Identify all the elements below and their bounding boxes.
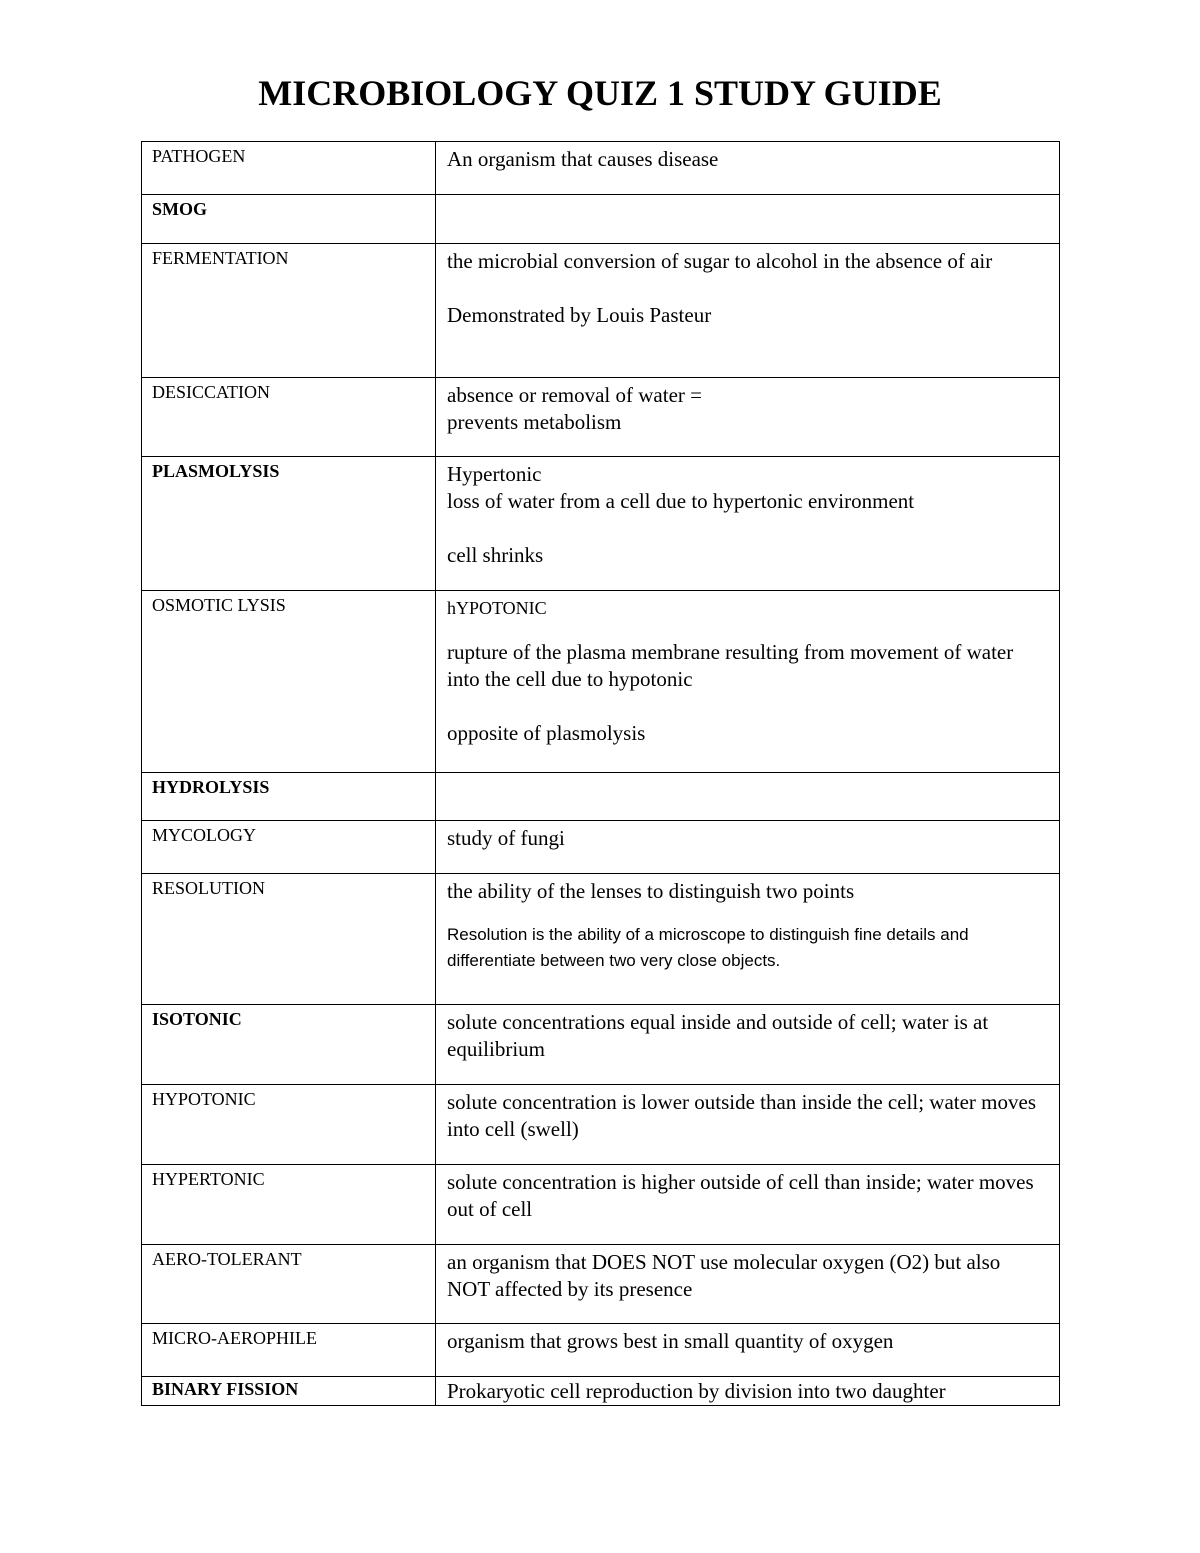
definition-osmotic-lysis	[436, 591, 1060, 773]
definition-desiccation	[436, 378, 1060, 457]
term-desiccation: DESICCATION	[142, 378, 436, 457]
term-fermentation: FERMENTATION	[142, 244, 436, 378]
definition-line: absence or removal of water =	[447, 383, 702, 407]
table-row	[142, 591, 1060, 773]
term-isotonic: ISOTONIC	[142, 1005, 436, 1085]
table-row	[142, 1165, 1060, 1245]
term-hydrolysis: HYDROLYSIS	[142, 773, 436, 821]
definition-hydrolysis	[436, 773, 1060, 821]
table-row	[142, 874, 1060, 1005]
definition-plasmolysis	[436, 457, 1060, 591]
page-title: MICROBIOLOGY QUIZ 1 STUDY GUIDE	[258, 73, 942, 113]
definition-line: an organism that DOES NOT use molecular oxygen (O2) but also NOT affected by its presence	[447, 1250, 1001, 1301]
term-micro-aerophile: MICRO-AEROPHILE	[142, 1324, 436, 1377]
table-row	[142, 378, 1060, 457]
definition-line: An organism that causes disease	[447, 147, 719, 171]
definition-line: loss of water from a cell due to hypertonic environment	[447, 489, 915, 513]
term-mycology: MYCOLOGY	[142, 821, 436, 874]
definition-isotonic	[436, 1005, 1060, 1085]
definition-line: prevents metabolism	[447, 410, 622, 434]
table-row	[142, 142, 1060, 195]
term-aero-tolerant: AERO-TOLERANT	[142, 1245, 436, 1324]
definition-line: cell shrinks	[447, 543, 544, 567]
table-row	[142, 821, 1060, 874]
definition-line: Prokaryotic cell reproduction by division into two daughter	[447, 1379, 946, 1403]
term-binary-fission: BINARY FISSION	[142, 1377, 436, 1406]
definition-line: rupture of the plasma membrane resulting from movement of water into the cell due to hypotonic	[447, 640, 1014, 691]
term-pathogen: PATHOGEN	[142, 142, 436, 195]
definition-mycology	[436, 821, 1060, 874]
definition-binary-fission	[436, 1377, 1060, 1406]
definition-pathogen	[436, 142, 1060, 195]
definition-line: Hypertonic	[447, 462, 542, 486]
definition-line: solute concentration is lower outside than inside the cell; water moves into cell (swell)	[447, 1090, 1037, 1141]
table-row	[142, 1085, 1060, 1165]
glossary-table	[141, 141, 1060, 1406]
definition-line: organism that grows best in small quantity of oxygen	[447, 1329, 894, 1353]
term-resolution: RESOLUTION	[142, 874, 436, 1005]
definition-smog	[436, 195, 1060, 244]
definition-micro-aerophile	[436, 1324, 1060, 1377]
table-row	[142, 244, 1060, 378]
definition-line: solute concentration is higher outside of cell than inside; water moves out of cell	[447, 1170, 1034, 1221]
table-row	[142, 1377, 1060, 1406]
definition-hypertonic	[436, 1165, 1060, 1245]
table-row	[142, 1245, 1060, 1324]
term-osmotic-lysis: OSMOTIC LYSIS	[142, 591, 436, 773]
definition-fermentation	[436, 244, 1060, 378]
definition-resolution	[436, 874, 1060, 1005]
term-smog: SMOG	[142, 195, 436, 244]
definition-line: the ability of the lenses to distinguish two points	[447, 879, 855, 903]
table-row	[142, 457, 1060, 591]
table-row	[142, 1324, 1060, 1377]
table-row	[142, 773, 1060, 821]
definition-line: the microbial conversion of sugar to alcohol in the absence of air	[447, 249, 993, 273]
definition-line: Resolution is the ability of a microscope to distinguish fine details and differentiate between two very close objects.	[447, 925, 969, 970]
term-plasmolysis: PLASMOLYSIS	[142, 457, 436, 591]
definition-line: hYPOTONIC	[447, 598, 547, 618]
table-row	[142, 1005, 1060, 1085]
definition-aero-tolerant	[436, 1245, 1060, 1324]
term-hypotonic: HYPOTONIC	[142, 1085, 436, 1165]
table-row	[142, 195, 1060, 244]
definition-line: study of fungi	[447, 826, 565, 850]
definition-line: opposite of plasmolysis	[447, 721, 646, 745]
definition-line: solute concentrations equal inside and outside of cell; water is at equilibrium	[447, 1010, 989, 1061]
definition-hypotonic	[436, 1085, 1060, 1165]
definition-line: Demonstrated by Louis Pasteur	[447, 303, 712, 327]
term-hypertonic: HYPERTONIC	[142, 1165, 436, 1245]
